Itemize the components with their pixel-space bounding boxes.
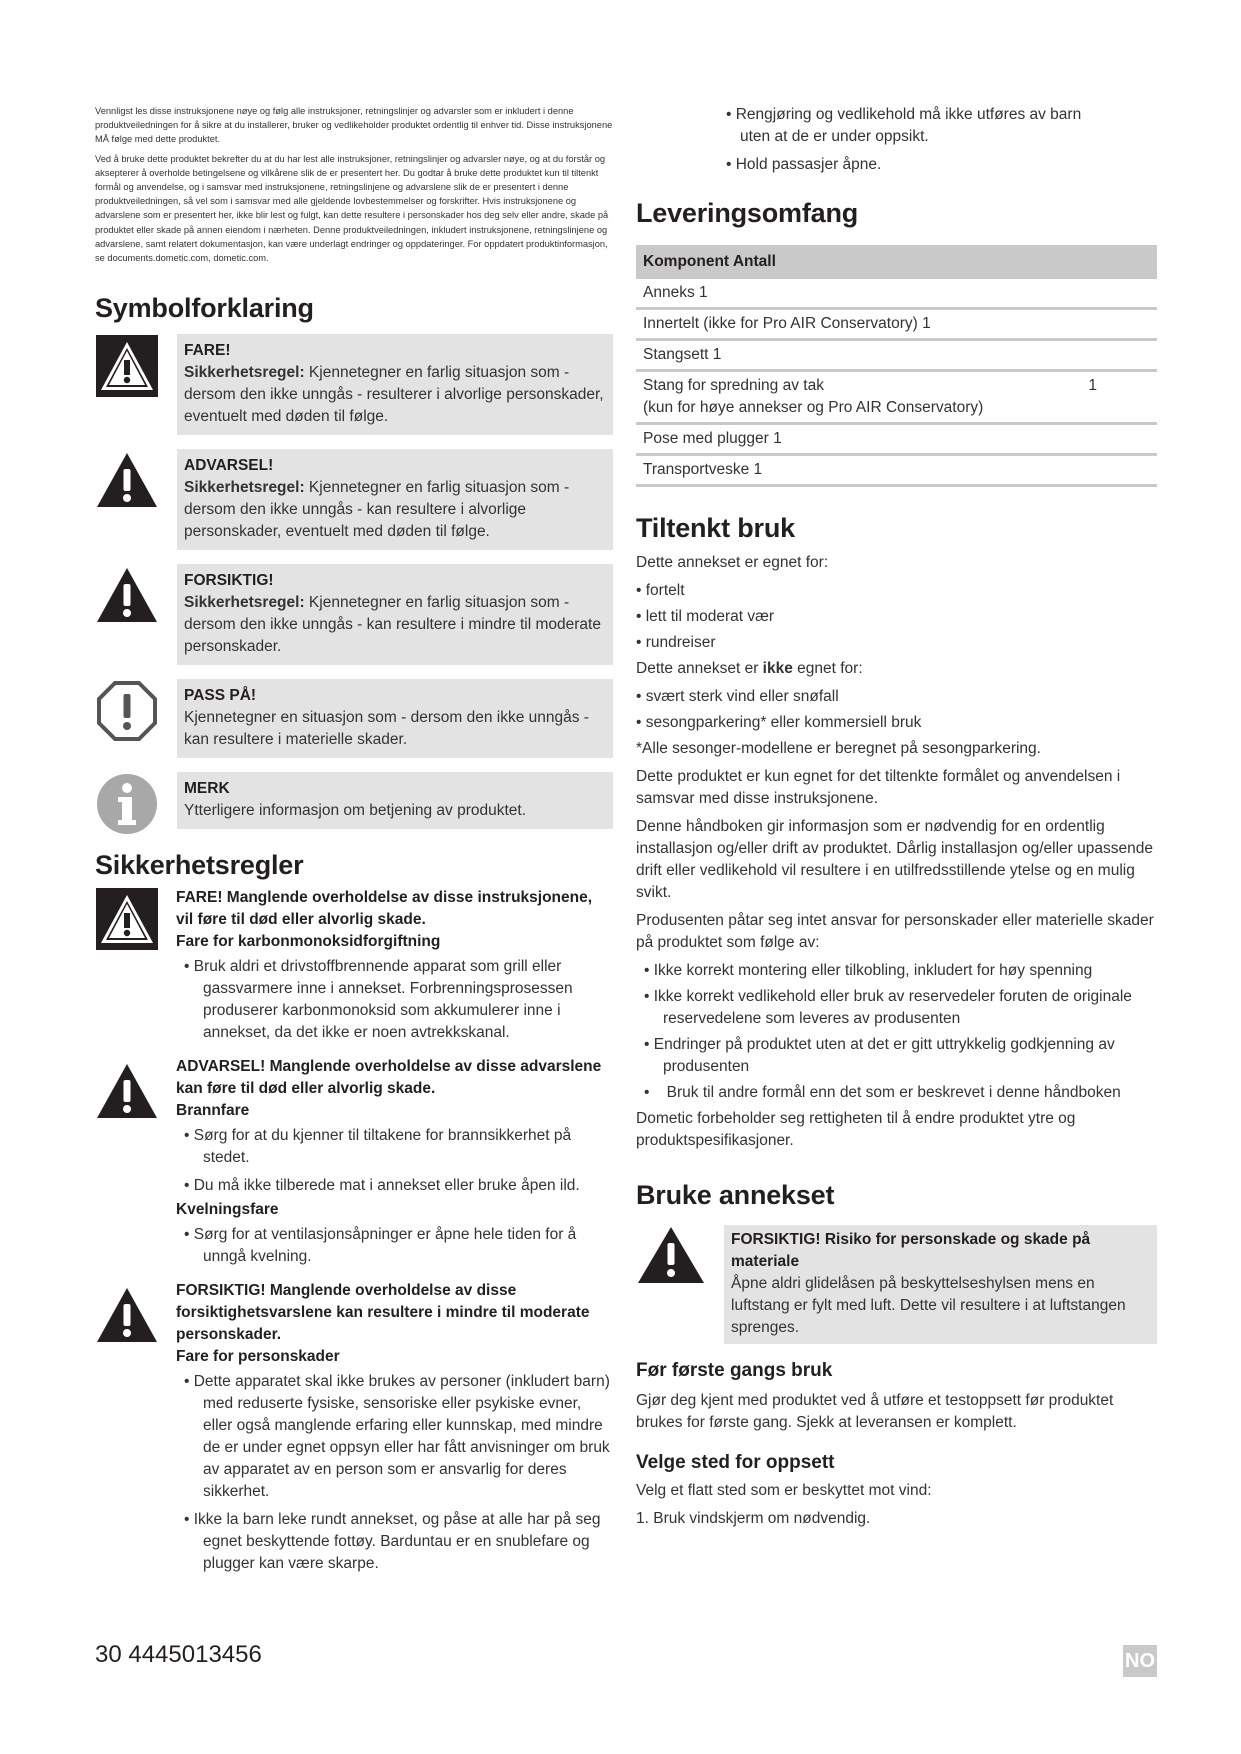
intro-paragraph-1: Vennligst les disse instruksjonene nøye og følg alle instruksjoner, retningslinjer og advarsler som er inkludert i denne produktveiledningen for å sikre at du installerer, bruker og vedlikeholder produktet ordentlig til enhver tid. Disse instruksjonene MÅ følge med dette produktet. (95, 106, 613, 145)
paragraph: Denne håndboken gir informasjon som er nødvendig for en ordentlig installasjon og/eller drift av produktet. Dårlig installasjon og/eller upassende drift eller vedlikehold vil resultere i en utilfredsstillende ytelse og en mulig svikt. (636, 818, 1153, 901)
rule-text: Kjennetegner en farlig situasjon som - dersom den ikke unngås - kan resultere i alvorlige personskader, eventuelt med døden til følge. (184, 479, 570, 541)
footnote: *Alle sesonger-modellene er beregnet på sesongparkering. (636, 740, 1041, 757)
symbol-text (184, 362, 606, 428)
table-cell: Anneks 1 (636, 279, 1065, 309)
danger-subheading: Fare for karbonmonoksidforgiftning (176, 933, 441, 951)
symbol-row-warning (95, 449, 613, 550)
caution-box (724, 1225, 1157, 1344)
safety-row-danger (95, 887, 613, 1050)
paragraph: Dometic forbeholder seg rettigheten til å endre produktet ytre og produktspesifikasjoner. (636, 1110, 1076, 1149)
symbol-row-notice (95, 679, 613, 758)
symbol-legend-title: Symbolforklaring (95, 293, 314, 324)
list-item: • Bruk aldri et drivstoffbrennende apparat som grill eller gassvarmere inne i annekset. Forbrenningsprosessen produserer karbonmonoksid som akkumulerer inne i annekset, da det ikke er noen avtrekkskanal. (184, 958, 573, 1042)
table-row (636, 340, 1157, 371)
paragraph: Velg et flatt sted som er beskyttet mot vind: (636, 1482, 932, 1499)
safety-row-warning (95, 1056, 613, 1274)
list-item: • Ikke korrekt vedlikehold eller bruk av reservedeler foruten de originale reservedelene som leveres av produsenten (644, 988, 1132, 1027)
safety-row-caution (95, 1280, 613, 1581)
caution-icon (95, 1284, 159, 1348)
symbol-box-info (177, 772, 613, 829)
right-column (636, 104, 1157, 1536)
symbol-row-info (95, 772, 613, 836)
table-cell: Innertelt (ikke for Pro AIR Conservatory) 1 (636, 309, 1065, 340)
rule-text: Kjennetegner en farlig situasjon som - dersom den ikke unngås - resulterer i alvorlige personskader, eventuelt med døden til følge. (184, 364, 604, 426)
intended-use-title: Tiltenkt bruk (636, 513, 795, 543)
symbol-row-caution (95, 564, 613, 665)
list-item: • svært sterk vind eller snøfall (636, 688, 839, 705)
page-number: 30 4445013456 (95, 1641, 262, 1668)
rule-label: Sikkerhetsregel: (184, 479, 305, 497)
symbol-text (184, 592, 606, 658)
caution-icon (636, 1225, 706, 1285)
symbol-box-warning (177, 449, 613, 550)
list-item: • Sørg for at ventilasjonsåpninger er åpne hele tiden for å unngå kvelning. (184, 1226, 577, 1266)
table-row (636, 371, 1157, 424)
delivery-table (636, 245, 1157, 487)
warning-icon (95, 1060, 159, 1124)
paragraph: Dette produktet er kun egnet for det tiltenkte formålet og anvendelsen i samsvar med disse instruksjonene. (636, 768, 1121, 807)
table-cell-qty (1065, 340, 1157, 371)
rule-text: Kjennetegner en farlig situasjon som - dersom den ikke unngås - kan resultere i mindre til moderate personskader. (184, 594, 601, 656)
symbol-box-caution (177, 564, 613, 665)
symbol-box-danger (177, 334, 613, 435)
safety-body-caution (176, 1280, 613, 1581)
emphasis: ikke (762, 660, 793, 677)
table-cell-line1: Stang for spredning av tak (643, 377, 824, 394)
safety-body-danger (176, 887, 613, 1050)
caution-text: Åpne aldri glidelåsen på beskyttelseshylsen mens en luftstang er fylt med luft. Dette vil resultere i at luftstangen sprenges. (731, 1275, 1126, 1336)
list-item: • sesongparkering* eller kommersiell bruk (636, 714, 922, 731)
choose-site-title: Velge sted for oppsett (636, 1452, 835, 1473)
notice-icon (95, 679, 159, 743)
step-item: 1. Bruk vindskjerm om nødvendig. (636, 1510, 871, 1527)
table-header: Komponent Antall (636, 245, 1157, 279)
list-item: • rundreiser (636, 634, 716, 651)
text-span: Dette annekset er (636, 660, 763, 677)
list-item: • Bruk til andre formål enn det som er beskrevet i denne håndboken (644, 1084, 1121, 1101)
warning-heading: ADVARSEL! Manglende overholdelse av disse advarslene kan føre til død eller alvorlig skade. (176, 1058, 602, 1098)
rule-label: Sikkerhetsregel: (184, 364, 305, 382)
list-item: • Endringer på produktet uten at det er gitt uttrykkelig godkjenning av produsenten (644, 1036, 1115, 1075)
table-cell: Pose med plugger 1 (636, 424, 1065, 455)
symbol-text (184, 707, 606, 751)
symbol-head: FARE! (184, 342, 231, 360)
table-cell: Transportveske 1 (636, 455, 1065, 486)
intro-paragraph-2: Ved å bruke dette produktet bekrefter du at du har lest alle instruksjoner, retningslinjer og advarsler nøye, og at du forstår og aksepterer å overholde betingelsene og vilkårene slik de er presentert her. Du godtar å bruke dette produktet kun til tiltenkt formål og anvendelse, og i samsvar med instruksjonene, retningslinjene og advarslene slik de er presentert i denne produktveiledningen, så vel som i samsvar med alle gjeldende lovbestemmelser og forskrifter. Hvis instruksjonene og advarslene som er presentert her, ikke blir lest og fulgt, kan dette resultere i personskader hos deg selv eller andre, skade på produktet eller skade på annen eiendom i nærheten. Denne produktveiledningen, inkludert instruksjonene, retningslinjene og advarslene, samt relatert dokumentasjon, kan være underlagt endringer og oppdateringer. For oppdatert produktinformasjon, se documents.dometic.com, dometic.com. (95, 153, 609, 264)
warning-icon (95, 449, 159, 513)
paragraph (636, 658, 1157, 680)
danger-heading: FARE! Manglende overholdelse av disse instruksjonene, vil føre til død eller alvorlig skade. (176, 889, 593, 929)
first-use-title: Før første gangs bruk (636, 1360, 833, 1381)
fire-hazard-subheading: Brannfare (176, 1102, 250, 1120)
list-item: • Sørg for at du kjenner til tiltakene for brannsikkerhet på stedet. (184, 1127, 572, 1167)
table-row (636, 424, 1157, 455)
table-cell-qty (1065, 455, 1157, 486)
list-item: • fortelt (636, 582, 685, 599)
info-icon (95, 772, 159, 836)
paragraph: Gjør deg kjent med produktet ved å utføre et testoppsett før produktet brukes for første gang. Sjekk at leveransen er komplett. (636, 1392, 1114, 1431)
symbol-head: MERK (184, 780, 230, 798)
list-item: • Ikke la barn leke rundt annekset, og påse at alle har på seg egnet beskyttende fottøy. Barduntau er en snublefare og plugger kan være skarpe. (184, 1511, 601, 1573)
table-cell-qty (1065, 279, 1157, 309)
rule-text: Ytterligere informasjon om betjening av produktet. (184, 802, 527, 820)
text-span: egnet for: (792, 660, 863, 677)
table-header-row (636, 245, 1157, 279)
safety-body-warning (176, 1056, 613, 1274)
rule-label: Sikkerhetsregel: (184, 594, 305, 612)
table-row (636, 309, 1157, 340)
symbol-row-danger (95, 334, 613, 435)
paragraph: Dette annekset er egnet for: (636, 554, 829, 571)
symbol-head: ADVARSEL! (184, 457, 274, 475)
caution-notice (636, 1225, 1157, 1344)
list-item: • Du må ikke tilberede mat i annekset eller bruke åpen ild. (184, 1177, 580, 1195)
caution-icon (95, 564, 159, 628)
language-badge: NO (1123, 1645, 1157, 1677)
symbol-box-notice (177, 679, 613, 758)
table-cell-qty: 1 (1065, 371, 1157, 424)
table-row (636, 455, 1157, 486)
suffocation-subheading: Kvelningsfare (176, 1201, 279, 1219)
safety-rules-title: Sikkerhetsregler (95, 850, 304, 881)
table-cell-qty (1065, 309, 1157, 340)
left-column (95, 104, 613, 1587)
caution-heading: FORSIKTIG! Manglende overholdelse av disse forsiktighetsvarslene kan resultere i mindre til moderate personskader. (176, 1282, 590, 1344)
list-item: • Rengjøring og vedlikehold må ikke utføres av barn uten at de er under oppsikt. (726, 106, 1082, 145)
paragraph: Produsenten påtar seg intet ansvar for personskader eller materielle skader på produktet som følge av: (636, 912, 1154, 951)
symbol-text (184, 800, 606, 822)
list-item: • Hold passasjer åpne. (726, 156, 882, 173)
list-item: • lett til moderat vær (636, 608, 775, 625)
table-cell-qty (1065, 424, 1157, 455)
list-item: • Ikke korrekt montering eller tilkobling, inkludert for høy spenning (644, 962, 1093, 979)
use-annex-title: Bruke annekset (636, 1180, 835, 1210)
rule-text: Kjennetegner en situasjon som - dersom den ikke unngås - kan resultere i materielle skader. (184, 709, 589, 749)
symbol-text (184, 477, 606, 543)
table-cell-line2: (kun for høye annekser og Pro AIR Conservatory) (643, 399, 984, 416)
symbol-head: PASS PÅ! (184, 687, 257, 705)
list-item: • Dette apparatet skal ikke brukes av personer (inkludert barn) med reduserte fysiske, sensoriske eller psykiske evner, eller også manglende erfaring eller kunnskap, med mindre de er under egnet oppsyn eller har fått anvisninger om bruk av apparatet av en person som er ansvarlig for deres sikkerhet. (184, 1373, 610, 1501)
table-row (636, 279, 1157, 309)
injury-subheading: Fare for personskader (176, 1348, 340, 1366)
caution-heading: FORSIKTIG! Risiko for personskade og skade på materiale (731, 1231, 1091, 1270)
table-cell (636, 371, 1065, 424)
delivery-scope-title: Leveringsomfang (636, 198, 859, 228)
symbol-head: FORSIKTIG! (184, 572, 274, 590)
danger-warning-icon (95, 334, 159, 398)
danger-warning-icon (95, 887, 159, 951)
table-cell: Stangsett 1 (636, 340, 1065, 371)
